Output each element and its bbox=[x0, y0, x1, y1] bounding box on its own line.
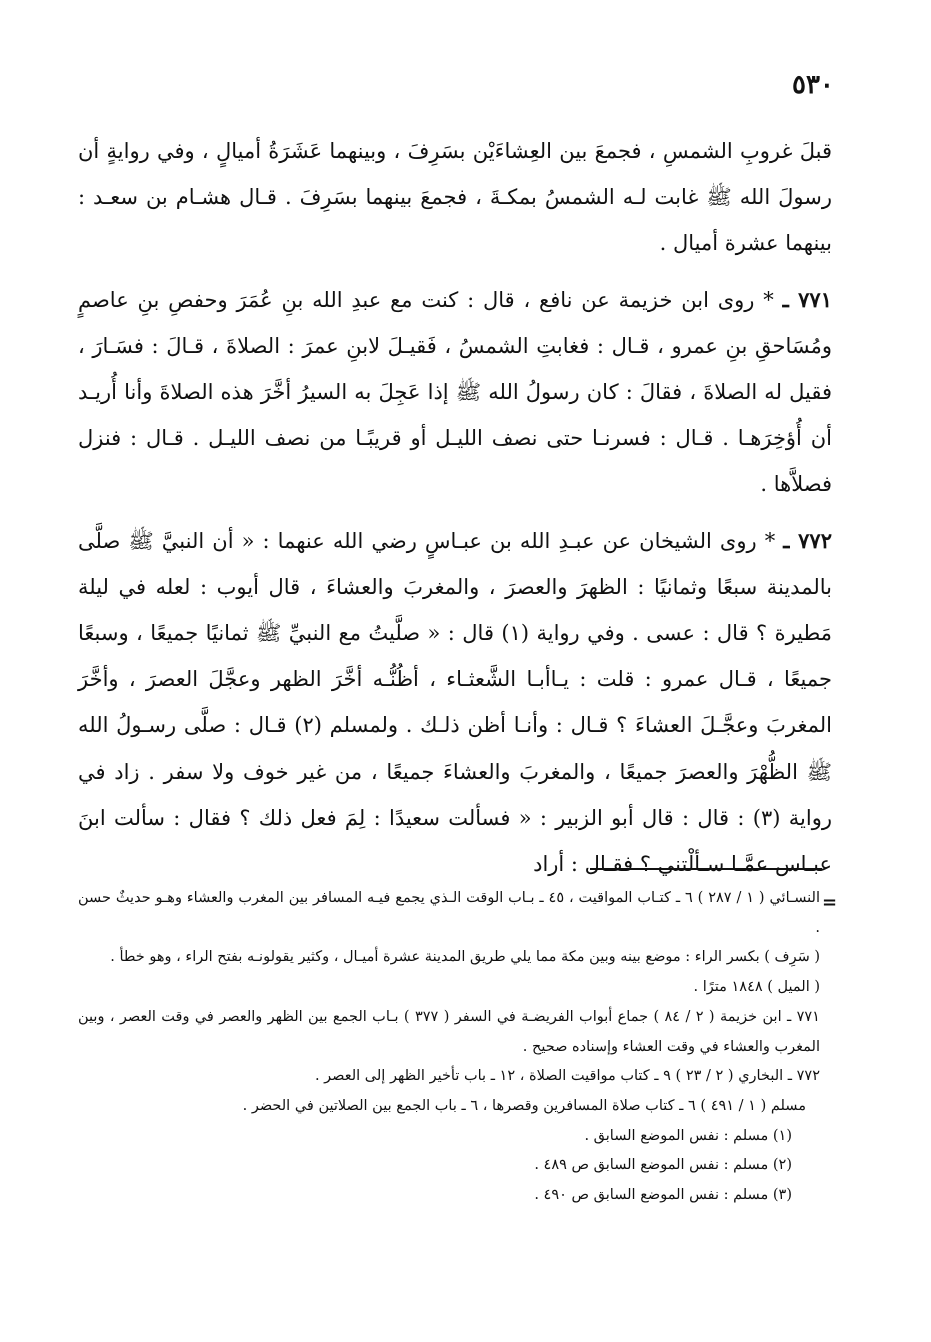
footnotes bbox=[78, 884, 820, 1211]
hadith-772-text: * روى الشيخان عن عبـدِ الله بن عبـاسٍ رضي الله عنهما : « أن النبيَّ ﷺ صلَّى بالمدينة سبعًا وثمانيًا : الظهرَ والعصرَ ، والمغربَ والعشاءَ ، قال أيوب : لعله في ليلة مَطيرة ؟ قال : عسى . وفي رواية (١) قال : « صلَّيتُ مع النبيِّ ﷺ ثمانيًا جميعًا ، وسبعًا جميعًا ، قـال عمرو : قلت : يـاأبـا الشَّعثـاء ، أظُنُّـه أخَّرَ الظهر وعجَّلَ العصرَ ، وأخَّرَ المغربَ وعجَّـلَ العشاءَ ؟ قـال : وأنـا أظن ذلـك . ولمسلم (٢) قـال : صلَّى رسـولُ الله ﷺ الظُّهْرَ والعصرَ جميعًا ، والمغربَ والعشاءَ جميعًا ، من غير خوف ولا سفر . زاد في رواية (٣) : قال : قال أبو الزبير : « فسألت سعيدًا : لِمَ فعل ذلك ؟ فقال : سألت ابنَ عبـاس عمَّـا سـألْتني ؟ فقـال : أراد bbox=[78, 528, 833, 877]
footnote-line: ٧٧١ ـ ابن خزيمة ( ٢ / ٨٤ ) جماع أبواب الفريضـة في السفر ( ٣٧٧ ) بـاب الجمع بين الظهر والعصر في وقت العصر ، وبين المغرب والعشاء في وقت العشاء وإسناده صحيح . bbox=[78, 1008, 820, 1055]
hadith-771-number: ٧٧١ ـ bbox=[782, 286, 832, 312]
hadith-771 bbox=[78, 277, 832, 508]
intro-paragraph: قبلَ غروبِ الشمسِ ، فجمعَ بين العِشاءَيْن بسَرِفَ ، وبينهما عَشَرَةُ أميالٍ ، وفي روايةٍ أن رسولَ الله ﷺ غابت لـه الشمسُ بمكـةَ ، فجمعَ بينهما بسَرِفَ . قـال هشـام بن سعـد : بينهما عشرة أميال . bbox=[78, 139, 832, 256]
footnote-divider bbox=[590, 868, 822, 870]
hadith-771-text: * روى ابن خزيمة عن نافع ، قال : كنت مع عبدِ الله بنِ عُمَرَ وحفصِ بنِ عاصمٍ ومُسَاحقِ بنِ عمرو ، قـال : فغابتِ الشمسُ ، فَقيـلَ لابنِ عمرَ : الصلاةَ ، قـالَ : فسَـارَ ، فقيل له الصلاةَ ، فقالَ : كان رسولُ الله ﷺ إذا عَجِلَ به السيرُ أخَّرَ هذه الصلاةَ وأنا أُريـد أن أُؤخِرَهـا . قـال : فسرنـا حتى نصف الليـل أو قريبًـا من نصف الليـل . قـال : فنزل فصلاَّها . bbox=[78, 287, 832, 497]
page-number: ٥٣٠ bbox=[792, 70, 834, 100]
footnote-line: ( سَرِف ) بكسر الراء : موضع بينه وبين مكة مما يلي طريق المدينة عشرة أميـال ، وكثير يقولونـه بفتح الراء ، وهو خطأ . bbox=[110, 949, 820, 966]
footnote-continuation-mark: = bbox=[822, 892, 838, 913]
hadith-772-number: ٧٧٢ ـ bbox=[783, 527, 832, 553]
footnote-line: ( الميل ) ١٨٤٨ مترًا . bbox=[693, 979, 820, 996]
footnote-line: النسـائي ( ١ / ٢٨٧ ) ٦ ـ كتـاب المواقيت ، ٤٥ ـ بـاب الوقت الـذي يجمع فيـه المسافر بين المغرب والعشاء وهـو حديثٌ حسن . bbox=[78, 890, 820, 936]
hadith-772 bbox=[78, 518, 832, 888]
footnote-line: ٧٧٢ ـ البخاري ( ٢ / ٢٣ ) ٩ ـ كتاب مواقيت الصلاة ، ١٢ ـ باب تأخير الظهر إلى العصر . bbox=[314, 1068, 820, 1085]
footnote-line: (٢) مسلم : نفس الموضع السابق ص ٤٨٩ . bbox=[534, 1157, 792, 1174]
main-text bbox=[78, 128, 832, 887]
footnote-line: (١) مسلم : نفس الموضع السابق . bbox=[584, 1127, 792, 1144]
footnote-line: مسلم ( ١ / ٤٩١ ) ٦ ـ كتاب صلاة المسافرين وقصرها ، ٦ ـ باب الجمع بين الصلاتين في الحضر . bbox=[242, 1097, 806, 1114]
footnote-line: (٣) مسلم : نفس الموضع السابق ص ٤٩٠ . bbox=[534, 1187, 792, 1204]
